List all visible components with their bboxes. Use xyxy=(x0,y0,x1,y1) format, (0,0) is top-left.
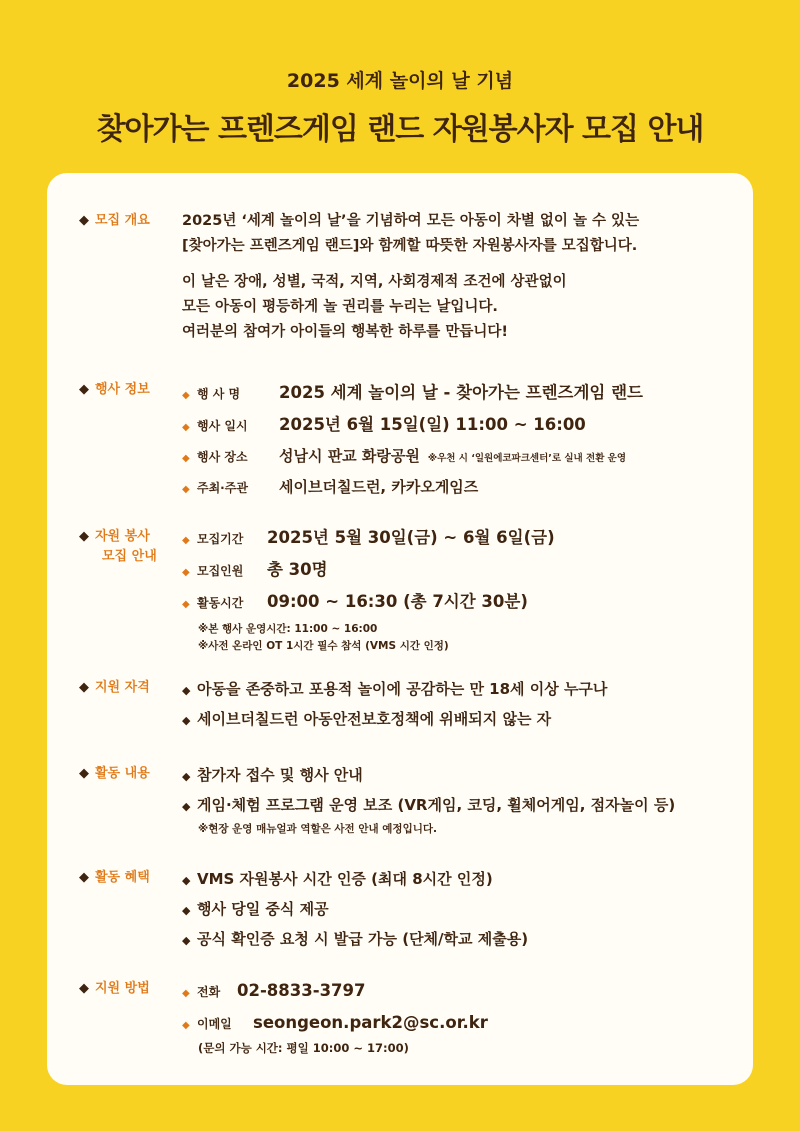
qualification-body xyxy=(182,675,737,735)
apply-note: (문의 가능 시간: 평일 10:00 ~ 17:00) xyxy=(198,1041,409,1055)
phone-number[interactable]: 02-8833-3797 xyxy=(237,981,366,1000)
overview-line: 2025년 ‘세계 놀이의 날’을 기념하여 모든 아동이 차별 없이 놀 수 있는 xyxy=(182,213,640,229)
benefit-item: ◆ 행사 당일 중식 제공 xyxy=(182,895,737,925)
event-row-datetime: ◆ 행사 일시 2025년 6월 15일(일) 11:00 ~ 16:00 xyxy=(182,410,737,442)
benefit-item: ◆ VMS 자원봉사 시간 인증 (최대 8시간 인정) xyxy=(182,865,737,895)
recruit-row-period: ◆ 모집기간 2025년 5월 30일(금) ~ 6월 6일(금) xyxy=(182,523,737,555)
recruit-note: ※본 행사 운영시간: 11:00 ~ 16:00 xyxy=(198,623,378,635)
event-label: ◆ 행사 정보 xyxy=(79,382,150,397)
qualification-label: ◆ 지원 자격 xyxy=(79,680,150,695)
overview-paragraph-1 xyxy=(182,209,737,259)
event-body xyxy=(182,378,737,504)
event-row-host: ◆ 주최·주관 세이브더칠드런, 카카오게임즈 xyxy=(182,473,737,504)
apply-row-phone: ◆ 전화 02-8833-3797 xyxy=(182,976,737,1008)
diamond-icon: ◆ xyxy=(79,680,89,695)
qualification-item: ◆ 세이브더칠드런 아동안전보호정책에 위배되지 않는 자 xyxy=(182,705,737,735)
orange-diamond-icon: ◆ xyxy=(182,567,190,578)
diamond-icon: ◆ xyxy=(79,766,89,781)
diamond-icon: ◆ xyxy=(79,981,89,996)
benefits-body xyxy=(182,865,737,955)
apply-label: ◆ 지원 방법 xyxy=(79,981,150,996)
diamond-icon: ◆ xyxy=(182,684,191,697)
page-title: 찾아가는 프렌즈게임 랜드 자원봉사자 모집 안내 xyxy=(96,112,704,147)
event-row-location: ◆ 행사 장소 성남시 판교 화랑공원 ※우천 시 ‘일원에코파크센터’로 실내 전환 운영 xyxy=(182,442,737,473)
event-row-name: ◆ 행 사 명 2025 세계 놀이의 날 - 찾아가는 프렌즈게임 랜드 xyxy=(182,378,737,410)
apply-row-email: ◆ 이메일 seongeon.park2@sc.or.kr xyxy=(182,1008,737,1040)
diamond-icon: ◆ xyxy=(79,382,89,397)
diamond-icon: ◆ xyxy=(182,714,191,727)
recruit-label: ◆ 자원 봉사 모집 안내 xyxy=(79,529,157,564)
overview-line: [찾아가는 프렌즈게임 랜드]와 함께할 따뜻한 자원봉사자를 모집합니다. xyxy=(182,238,638,254)
content-card xyxy=(47,173,753,1085)
overview-line: 모든 아동이 평등하게 놀 권리를 누리는 날입니다. xyxy=(182,299,498,315)
overview-paragraph-2 xyxy=(182,270,737,345)
overview-label: ◆ 모집 개요 xyxy=(79,213,150,228)
orange-diamond-icon: ◆ xyxy=(182,1020,190,1031)
recruit-body xyxy=(182,523,737,655)
orange-diamond-icon: ◆ xyxy=(182,453,190,464)
activity-body xyxy=(182,761,737,838)
qualification-item: ◆ 아동을 존중하고 포용적 놀이에 공감하는 만 18세 이상 누구나 xyxy=(182,675,737,705)
apply-body xyxy=(182,976,737,1057)
orange-diamond-icon: ◆ xyxy=(182,599,190,610)
overview-body xyxy=(182,209,737,345)
diamond-icon: ◆ xyxy=(182,874,191,887)
overview-line: 여러분의 참여가 아이들의 행복한 하루를 만듭니다! xyxy=(182,324,508,340)
activity-label: ◆ 활동 내용 xyxy=(79,766,150,781)
diamond-icon: ◆ xyxy=(79,870,89,885)
event-subtitle: 2025 세계 놀이의 날 기념 xyxy=(286,70,514,92)
diamond-icon: ◆ xyxy=(182,770,191,783)
recruit-row-count: ◆ 모집인원 총 30명 xyxy=(182,555,737,587)
diamond-icon: ◆ xyxy=(182,934,191,947)
activity-item: ◆ 게임·체험 프로그램 운영 보조 (VR게임, 코딩, 휠체어게임, 점자놀이 등) xyxy=(182,791,737,821)
recruit-row-hours: ◆ 활동시간 09:00 ~ 16:30 (총 7시간 30분) xyxy=(182,587,737,619)
activity-item: ◆ 참가자 접수 및 행사 안내 xyxy=(182,761,737,791)
diamond-icon: ◆ xyxy=(182,800,191,813)
recruit-note: ※사전 온라인 OT 1시간 필수 참석 (VMS 시간 인정) xyxy=(198,640,449,652)
orange-diamond-icon: ◆ xyxy=(182,390,190,401)
benefits-label: ◆ 활동 혜택 xyxy=(79,870,150,885)
orange-diamond-icon: ◆ xyxy=(182,422,190,433)
diamond-icon: ◆ xyxy=(79,213,89,228)
diamond-icon: ◆ xyxy=(182,904,191,917)
activity-note: ※현장 운영 매뉴얼과 역할은 사전 안내 예정입니다. xyxy=(198,823,437,835)
orange-diamond-icon: ◆ xyxy=(182,988,190,999)
orange-diamond-icon: ◆ xyxy=(182,484,190,495)
orange-diamond-icon: ◆ xyxy=(182,535,190,546)
email-address[interactable]: seongeon.park2@sc.or.kr xyxy=(253,1013,488,1032)
benefit-item: ◆ 공식 확인증 요청 시 발급 가능 (단체/학교 제출용) xyxy=(182,925,737,955)
diamond-icon: ◆ xyxy=(79,529,89,544)
overview-line: 이 날은 장애, 성별, 국적, 지역, 사회경제적 조건에 상관없이 xyxy=(182,274,567,290)
